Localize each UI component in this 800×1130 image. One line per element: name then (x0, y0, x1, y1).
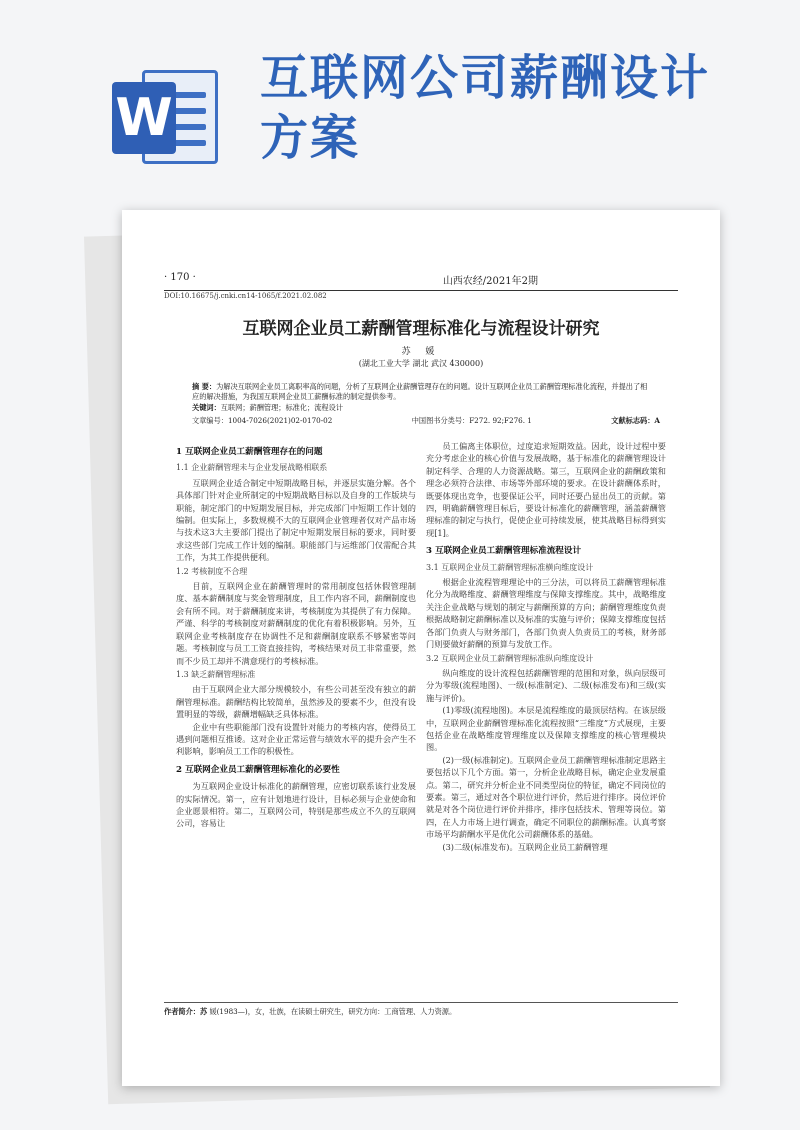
article-number: 文章编号：1004-7026(2021)02-0170-02 (192, 416, 333, 425)
abstract-text: 为解决互联网企业员工离职率高的问题，分析了互联网企业薪酬管理存在的问题。设计互联网企业员工薪酬管理标准化流程，并提出了相应的解决措施，为我国互联网企业员工薪酬标准的制定提供参考。 (192, 382, 648, 401)
classification-line (192, 416, 660, 426)
page-number: · 170 · (164, 272, 196, 283)
paragraph: (2)一级(标准制定)。互联网企业员工薪酬管理标准制定思路主要包括以下几个方面。第一，分析企业战略目标，确定企业发展重点。第二，研究并分析企业不同类型岗位的特征，确定不同岗位的要素。第三，通过对各个职位进行评价，然后进行排序。岗位评价就是对各个岗位进行评价并排序，排序包括技术、管理等岗位。第四，在人力市场上进行调查，确定不同职位的薪酬标准。认真考察市场平均薪酬水平是优化公司薪酬体系的基础。 (426, 754, 666, 840)
paragraph: 目前，互联网企业在薪酬管理时的常用制度包括休假管理制度、基本薪酬制度与奖金管理制度，且工作内容不同，薪酬制度也会有所不同。对于薪酬制度来讲，考核制度为其提供了有力保障。严谨、科学的考核制度对薪酬制度的优化有着积极影响。另外，互联网企业考核制度存在协调性不足和薪酬制度联系不够紧密等问题。考核制度与员工工资直接挂钩，考核结果对员工非常重要，然而不少员工却并不满意现行的考核标准。 (176, 581, 416, 666)
footnote-label: 作者简介：苏 (164, 1007, 208, 1016)
page-title: 互联网公司薪酬设计方案 (260, 50, 711, 166)
article-title: 互联网企业员工薪酬管理标准化与流程设计研究 (242, 319, 600, 339)
paragraph: 员工偏离主体职位，过度追求短期效益。因此，设计过程中要充分考虑企业的核心价值与发展战略，基于标准化的薪酬管理设计制定科学、合理的人力资源战略。第三，互联网企业的薪酬政策和理念必须符合法律、市场等外部环境的要求。在设计薪酬体系时，既要体现出竞争，也要保证公平，同时还要凸显出员工的贡献。第四，明确薪酬管理目标后，要设计标准化的薪酬管理，涵盖薪酬管理标准的制定与执行，促使企业可持续发展，使其战略目标得到实现[1]。 (426, 441, 666, 538)
document-page (122, 210, 720, 1086)
section-heading: 3 互联网企业员工薪酬管理标准流程设计 (426, 546, 582, 557)
abstract (192, 382, 650, 402)
author: 苏 媛 (401, 347, 441, 357)
subsection-heading: 1.3 缺乏薪酬管理标准 (176, 669, 256, 679)
affiliation: (湖北工业大学 湖北 武汉 430000) (358, 359, 484, 368)
section-heading: 1 互联网企业员工薪酬管理存在的问题 (176, 447, 323, 457)
paragraph: 根据企业流程管理理论中的三分法，可以将员工薪酬管理标准化分为战略维度、薪酬管理维度与保障支撑维度。其中，战略维度关注企业战略与规划的制定与薪酬预算的方向；薪酬管理维度负责根据战略制定薪酬标准以及标准的实施与评价；保障支撑维度包括各部门负责人与财务部门，各部门负责人负责员工的考核，财务部门则要做好薪酬的预算与发放工作。 (426, 577, 666, 650)
header (0, 0, 800, 200)
word-document-icon (112, 62, 222, 172)
doi: DOI:10.16675/j.cnki.cn14-1065/f.2021.02.082 (164, 292, 327, 300)
running-header (164, 272, 678, 291)
subsection-heading: 3.2 互联网企业员工薪酬管理标准纵向维度设计 (426, 653, 594, 663)
right-column (426, 440, 666, 853)
document-code: 文献标志码：A (611, 416, 660, 425)
section-heading: 2 互联网企业员工薪酬管理标准化的必要性 (176, 764, 340, 775)
paragraph: 为互联网企业设计标准化的薪酬管理，应密切联系该行业发展的实际情况。第一，应有计划地进行设计，目标必须与企业使命和企业愿景相符。第二，互联网公司，特别是那些成立不久的互联网公司，容易让 (176, 781, 416, 829)
paragraph: (1)零级(流程地图)。本层是流程维度的最顶层结构。在该层级中，互联网企业薪酬管理标准化流程按照“三维度”方式展现，主要包括企业在战略维度管理维度以及保障支撑维度的核心管理模块图。 (426, 705, 666, 753)
subsection-heading: 3.1 互联网企业员工薪酬管理标准横向维度设计 (426, 562, 594, 572)
keywords-text: 互联网；薪酬管理；标准化；流程设计 (220, 403, 343, 412)
subsection-heading: 1.1 企业薪酬管理未与企业发展战略相联系 (176, 463, 328, 473)
left-column (176, 440, 416, 830)
abstract-label: 摘 要： (192, 382, 217, 391)
paragraph: 企业中有些职能部门没有设置针对能力的考核内容，使得员工遇到问题相互推诿。这对企业正常运营与绩效水平的提升会产生不利影响，影响员工工作的积极性。 (176, 721, 416, 757)
keywords-label: 关键词： (192, 403, 221, 412)
paragraph: 纵向维度的设计流程包括薪酬管理的范围和对象，纵向层级可分为零级(流程地图)、一级(标准制定)、二级(标准发布)和三级(实施与评价)。 (426, 667, 666, 703)
paragraph: (3)二级(标准发布)。互联网企业员工薪酬管理 (442, 841, 608, 852)
clc-number: 中国图书分类号：F272. 92;F276. 1 (411, 416, 532, 425)
footnote-text: 媛(1983—)，女，壮族，在读硕士研究生，研究方向：工商管理、人力资源。 (209, 1007, 457, 1016)
paragraph: 互联网企业适合制定中短期战略目标，并逐层实施分解。各个具体部门针对企业所制定的中短期战略目标以及自身的工作版块与职能，制定部门的中短期发展目标，并完成部门中短期工作计划的编制。但实际上，多数规模不大的互联网企业管理者仅对产品市场与技术这3大主要部门提出了制定中短期发展目标的要求，同时要求这些部门完成工作计划的编制。职能部门与运维部门仅需配合其工作，为其工作提供便利。 (176, 477, 416, 563)
subsection-heading: 1.2 考核制度不合理 (176, 566, 248, 576)
keywords (192, 403, 650, 413)
word-badge-icon: W (112, 82, 176, 154)
author-footnote (164, 1002, 678, 1017)
paragraph: 由于互联网企业大部分规模较小，有些公司甚至没有独立的薪酬管理标准。薪酬结构比较简单，虽然涉及的要素不少，但没有设置明显的等级，薪酬增幅缺乏具体标准。 (176, 684, 416, 720)
journal-name: 山西农经/2021年2期 (442, 276, 538, 287)
